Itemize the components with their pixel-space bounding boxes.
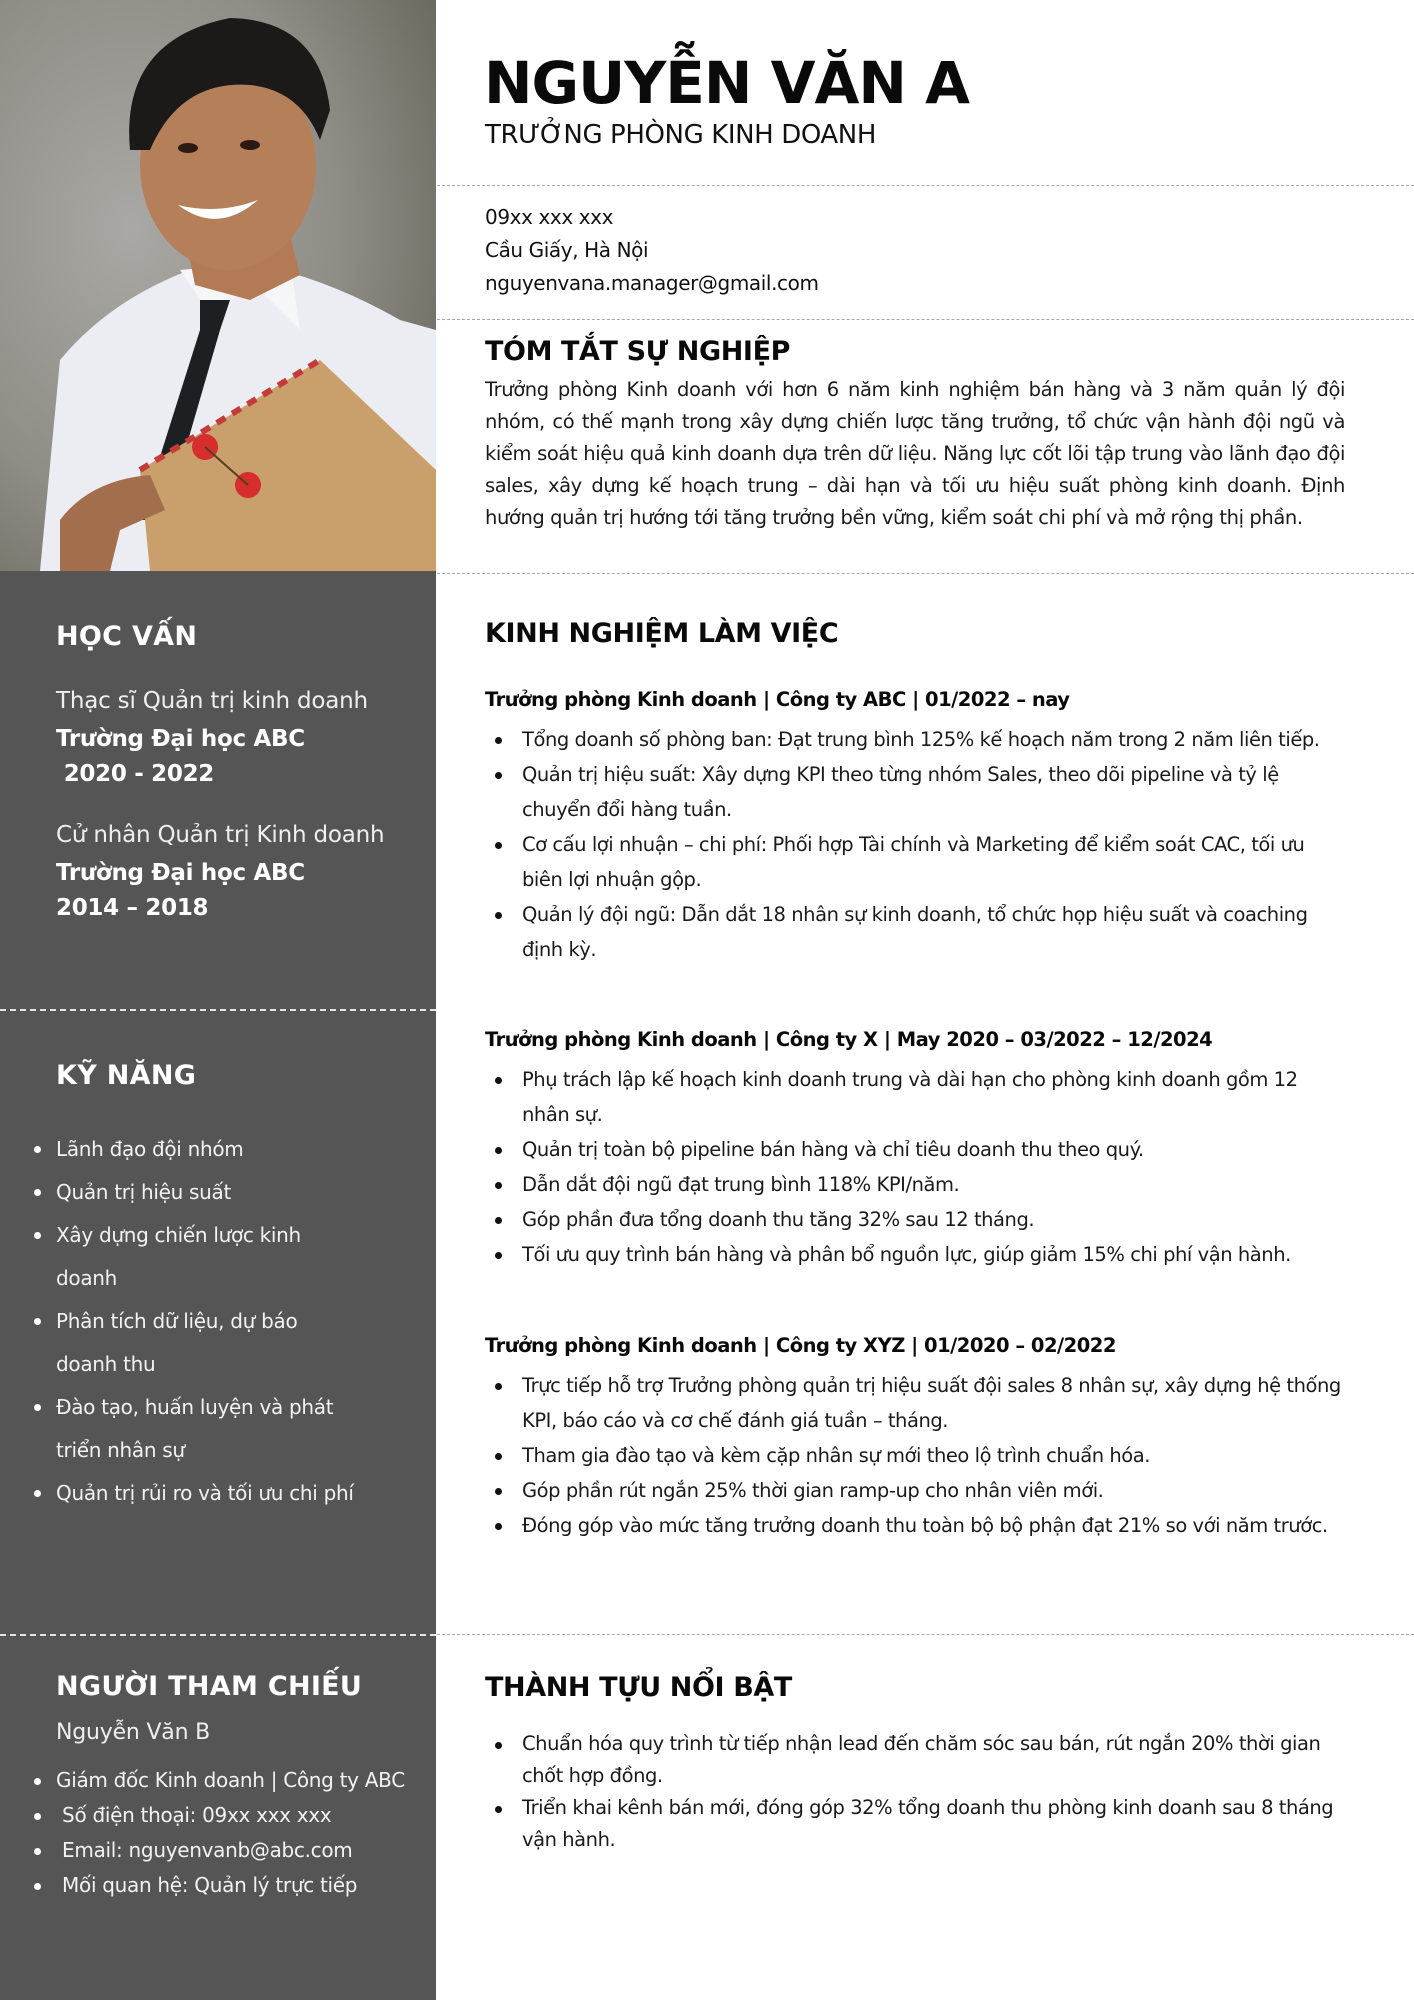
job-bullet: Trực tiếp hỗ trợ Trưởng phòng quản trị hiệu suất đội sales 8 nhân sự, xây dựng hệ thống KPI, báo cáo và cơ chế đánh giá tuần – tháng. [485,1368,1345,1438]
job-bullet: Góp phần rút ngắn 25% thời gian ramp-up cho nhân viên mới. [485,1473,1345,1508]
profile-photo [0,0,436,571]
education-school: Trường Đại học ABC [56,726,305,752]
skills-heading: KỸ NĂNG [56,1060,197,1091]
bullet-icon [495,1147,502,1154]
candidate-name: NGUYỄN VĂN A [484,49,969,117]
job-entry [485,686,1365,967]
job-header: Trưởng phòng Kinh doanh | Công ty ABC | 01/2022 – nay [485,688,1070,711]
experience-divider [437,1634,1414,1635]
portrait-image-icon [0,0,436,571]
job-header: Trưởng phòng Kinh doanh | Công ty XYZ | 01/2020 – 02/2022 [485,1334,1116,1357]
bullet-icon [495,1453,502,1460]
experience-heading: KINH NGHIỆM LÀM VIỆC [485,618,839,649]
header-divider [437,185,1414,186]
contact-divider [437,319,1414,320]
bullet-icon [34,1404,41,1411]
bullet-icon [34,1813,41,1820]
skill-item: Quản trị rủi ro và tối ưu chi phí [56,1472,436,1515]
bullet-icon [495,1182,502,1189]
contact-address: Cầu Giấy, Hà Nội [485,238,649,262]
contact-block [485,201,819,300]
bullet-icon [495,1383,502,1390]
sidebar-divider [0,1009,436,1011]
bullet-icon [34,1883,41,1890]
bullet-icon [495,1217,502,1224]
job-header: Trưởng phòng Kinh doanh | Công ty X | May 2020 – 03/2022 – 12/2024 [485,1028,1213,1051]
bullet-icon [34,1778,41,1785]
skill-item: Xây dựng chiến lược kinh doanh [56,1214,346,1300]
skill-item: Đào tạo, huấn luyện và phát triển nhân sự [56,1386,346,1472]
job-bullet: Dẫn dắt đội ngũ đạt trung bình 118% KPI/năm. [485,1167,1345,1202]
achievements-heading: THÀNH TỰU NỔI BẬT [485,1672,792,1703]
job-bullet: Tối ưu quy trình bán hàng và phân bổ nguồn lực, giúp giảm 15% chi phí vận hành. [485,1237,1345,1272]
references-list [56,1763,436,1903]
job-bullet: Tham gia đào tạo và kèm cặp nhân sự mới theo lộ trình chuẩn hóa. [485,1438,1345,1473]
bullet-icon [34,1490,41,1497]
contact-email[interactable]: nguyenvana.manager@gmail.com [485,271,819,295]
summary-heading: TÓM TẮT SỰ NGHIỆP [485,336,791,367]
reference-item: Mối quan hệ: Quản lý trực tiếp [56,1868,436,1903]
reference-name: Nguyễn Văn B [56,1720,211,1745]
education-degree: Cử nhân Quản trị Kinh doanh [56,822,385,848]
job-bullet: Phụ trách lập kế hoạch kinh doanh trung và dài hạn cho phòng kinh doanh gồm 12 nhân sự. [485,1062,1345,1132]
bullet-icon [495,737,502,744]
job-bullets [485,722,1365,967]
job-bullet: Đóng góp vào mức tăng trưởng doanh thu toàn bộ bộ phận đạt 21% so với năm trước. [485,1508,1345,1543]
education-item [56,822,426,926]
candidate-title: TRƯỞNG PHÒNG KINH DOANH [485,120,877,150]
skill-item: Lãnh đạo đội nhóm [56,1128,346,1171]
job-bullet: Cơ cấu lợi nhuận – chi phí: Phối hợp Tài chính và Marketing để kiểm soát CAC, tối ưu biên lợi nhuận gộp. [485,827,1345,897]
achievements-list [485,1728,1365,1856]
job-entry [485,1026,1365,1272]
bullet-icon [495,772,502,779]
bullet-icon [34,1232,41,1239]
achievement-item: Triển khai kênh bán mới, đóng góp 32% tổng doanh thu phòng kinh doanh sau 8 tháng vận hành. [485,1792,1345,1856]
education-section [56,621,426,926]
job-bullet: Quản trị toàn bộ pipeline bán hàng và chỉ tiêu doanh thu theo quý. [485,1132,1345,1167]
sidebar-divider [0,1634,436,1636]
job-bullets [485,1368,1365,1543]
reference-item: Số điện thoại: 09xx xxx xxx [56,1798,436,1833]
bullet-icon [495,1742,502,1749]
bullet-icon [495,1252,502,1259]
bullet-icon [495,1077,502,1084]
education-years: 2020 - 2022 [56,761,214,787]
bullet-icon [34,1318,41,1325]
job-entry [485,1332,1365,1543]
references-heading: NGƯỜI THAM CHIẾU [56,1671,363,1702]
contact-phone: 09xx xxx xxx [485,205,614,229]
summary-divider [437,573,1414,574]
job-bullet: Quản lý đội ngũ: Dẫn dắt 18 nhân sự kinh doanh, tổ chức họp hiệu suất và coaching định kỳ. [485,897,1345,967]
skills-section [56,1060,426,1515]
reference-item: Giám đốc Kinh doanh | Công ty ABC [56,1763,436,1798]
bullet-icon [495,1523,502,1530]
job-bullet: Tổng doanh số phòng ban: Đạt trung bình 125% kế hoạch năm trong 2 năm liên tiếp. [485,722,1345,757]
job-bullets [485,1062,1365,1272]
education-school: Trường Đại học ABC [56,860,305,886]
job-bullet: Góp phần đưa tổng doanh thu tăng 32% sau 12 tháng. [485,1202,1345,1237]
bullet-icon [495,1488,502,1495]
reference-item: Email: nguyenvanb@abc.com [56,1833,436,1868]
achievement-item: Chuẩn hóa quy trình từ tiếp nhận lead đến chăm sóc sau bán, rút ngắn 20% thời gian chốt hợp đồng. [485,1728,1345,1792]
references-section [56,1671,436,1903]
summary-text: Trưởng phòng Kinh doanh với hơn 6 năm kinh nghiệm bán hàng và 3 năm quản lý đội nhóm, có thế mạnh trong xây dựng chiến lược tăng trưởng, tổ chức vận hành đội ngũ và kiểm soát hiệu quả kinh doanh dựa trên dữ liệu. Năng lực cốt lõi tập trung vào lãnh đạo đội sales, xây dựng kế hoạch trung – dài hạn và tối ưu hiệu suất phòng kinh doanh. Định hướng quản trị hướng tới tăng trưởng bền vững, kiểm soát chi phí và mở rộng thị phần. [485,378,1345,529]
skills-list [56,1128,354,1515]
bullet-icon [495,1806,502,1813]
skill-item: Quản trị hiệu suất [56,1171,346,1214]
education-degree: Thạc sĩ Quản trị kinh doanh [56,688,368,714]
bullet-icon [495,842,502,849]
education-item [56,688,426,792]
bullet-icon [495,912,502,919]
bullet-icon [34,1189,41,1196]
bullet-icon [34,1146,41,1153]
education-heading: HỌC VẤN [56,621,198,652]
skill-item: Phân tích dữ liệu, dự báo doanh thu [56,1300,346,1386]
education-years: 2014 – 2018 [56,895,209,921]
job-bullet: Quản trị hiệu suất: Xây dựng KPI theo từng nhóm Sales, theo dõi pipeline và tỷ lệ chuyển đổi hàng tuần. [485,757,1345,827]
bullet-icon [34,1848,41,1855]
